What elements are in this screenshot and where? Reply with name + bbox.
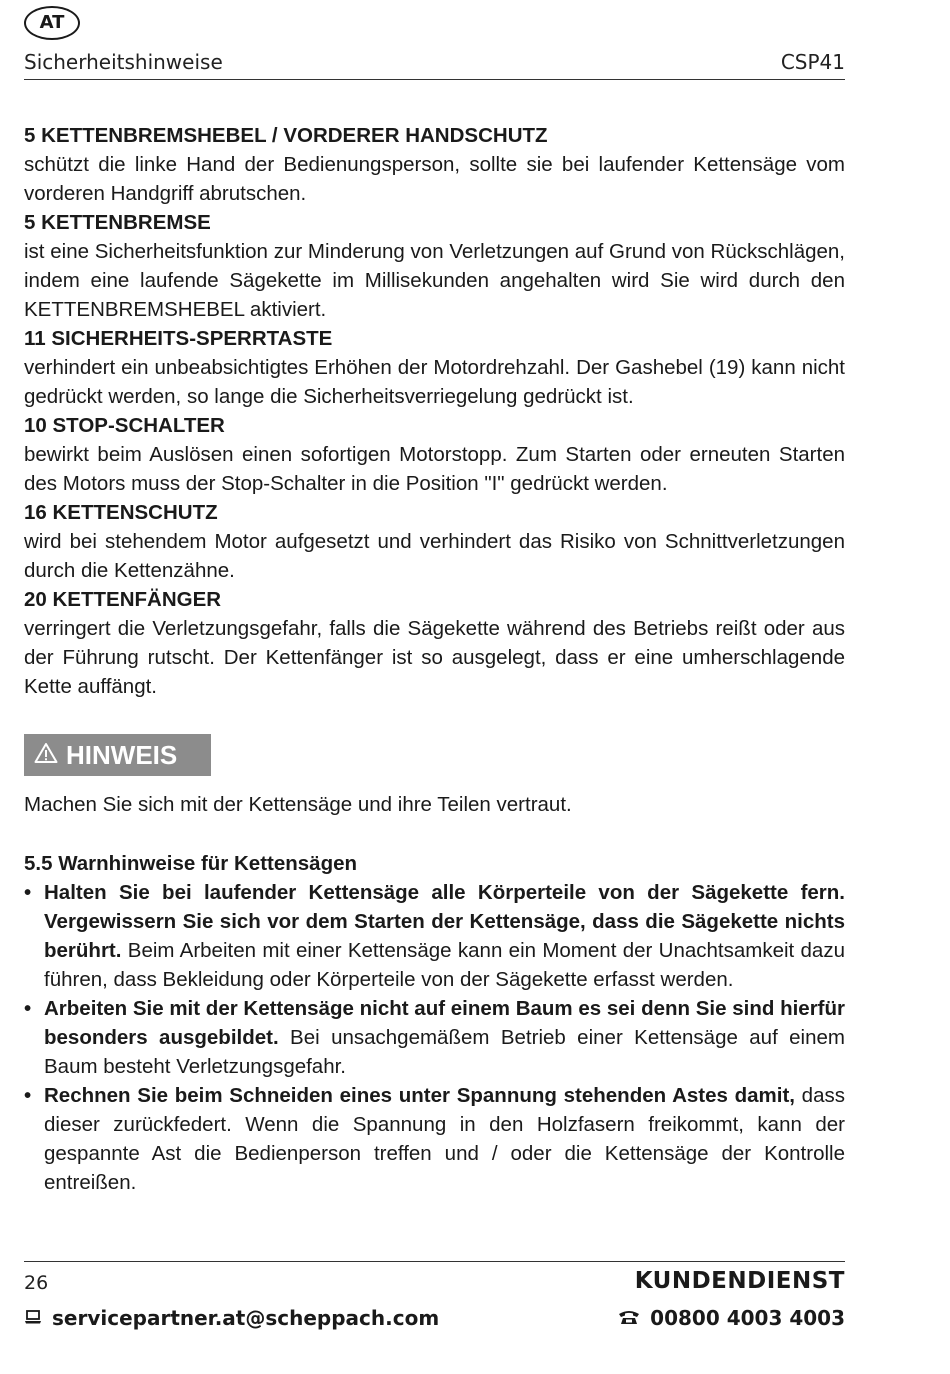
item-title: 5 KETTENBREMSE <box>24 211 211 234</box>
telephone-icon <box>618 1306 640 1330</box>
notice-text: Machen Sie sich mit der Kettensäge und ihre Teilen vertraut. <box>24 793 572 816</box>
phone-number[interactable]: 00800 4003 4003 <box>650 1306 845 1330</box>
bullet: • <box>24 997 32 1020</box>
item-title: 11 SICHERHEITS-SPERRTASTE <box>24 327 333 350</box>
item-title: 20 KETTENFÄNGER <box>24 588 222 611</box>
item-text: bewirkt beim Auslösen einen sofortigen Motorstopp. Zum Starten oder erneuten Starten des Motors muss der Stop-Schalter in die Position "I" gedrückt werden. <box>24 443 845 495</box>
main-content <box>24 121 845 1197</box>
item-text: verhindert ein unbeabsichtigtes Erhöhen der Motordrehzahl. Der Gashebel (19) kann nicht gedrückt werden, so lange die Sicherheitsverriegelung gedrückt ist. <box>24 356 845 408</box>
service-phone <box>618 1306 845 1330</box>
service-heading: KUNDENDIENST <box>634 1268 845 1294</box>
warning-emphasis: Arbeiten Sie mit der Kettensäge nicht auf einem Baum es sei denn Sie sind hierfür besonders ausgebildet. <box>44 997 845 1049</box>
item-title: 5 KETTENBREMSHEBEL / VORDERER HANDSCHUTZ <box>24 124 548 147</box>
item-title: 16 KETTENSCHUTZ <box>24 501 218 524</box>
warning-emphasis: Rechnen Sie beim Schneiden eines unter Spannung stehenden Astes damit, <box>44 1084 795 1107</box>
list-item <box>24 1081 845 1197</box>
header-divider <box>24 79 845 80</box>
notice-label: HINWEIS <box>66 740 178 770</box>
bullet: • <box>24 881 32 904</box>
item-text: verringert die Verletzungsgefahr, falls die Sägekette während des Betriebs reißt oder aus der Führung rutscht. Der Kettenfänger ist so ausgelegt, dass er eine umherschlagende Kette auffängt. <box>24 617 845 698</box>
list-item <box>24 994 845 1081</box>
warning-text: dass dieser zurückfedert. Wenn die Spannung in den Holzfasern freikommt, kann der gespannte Ast die Bedienperson treffen und / oder die Kettensäge der Kontrolle entreißen. <box>44 1084 845 1194</box>
warning-text: Bei unsachgemäßem Betrieb einer Kettensäge auf einem Baum besteht Verletzungsgefahr. <box>44 1026 845 1078</box>
service-email <box>24 1306 439 1330</box>
item-text: schützt die linke Hand der Bedienungsperson, sollte sie bei laufender Kettensäge vom vorderen Handgriff abrutschen. <box>24 153 845 205</box>
warning-emphasis: Halten Sie bei laufender Kettensäge alle Körperteile von der Sägekette fern. Vergewissern Sie sich vor dem Starten der Kettensäge, dass die Sägekette nichts berührt. <box>44 881 845 962</box>
page-number: 26 <box>24 1272 49 1294</box>
list-item <box>24 878 845 994</box>
warnings-heading: 5.5 Warnhinweise für Kettensägen <box>24 852 358 875</box>
item-text: wird bei stehendem Motor aufgesetzt und verhindert das Risiko von Schnittverletzungen durch die Kettenzähne. <box>24 530 845 582</box>
item-text: ist eine Sicherheitsfunktion zur Minderung von Verletzungen auf Grund von Rückschlägen, indem eine laufende Sägekette im Millisekunden angehalten wird Sie wird durch den KETTENBREMSHEBEL aktiviert. <box>24 240 845 321</box>
email-address[interactable]: servicepartner.at@scheppach.com <box>52 1306 440 1330</box>
warning-text: Beim Arbeiten mit einer Kettensäge kann ein Moment der Unachtsamkeit dazu führen, dass Bekleidung oder Körperteile von der Sägekette erfasst werden. <box>44 939 845 991</box>
bullet: • <box>24 1084 32 1107</box>
section-title: Sicherheitshinweise <box>24 50 223 74</box>
model-number: CSP41 <box>780 50 845 74</box>
warnings-list <box>24 878 845 1197</box>
footer-divider <box>24 1261 845 1262</box>
laptop-icon <box>24 1306 42 1330</box>
item-title: 10 STOP-SCHALTER <box>24 414 225 437</box>
notice-banner <box>24 734 211 776</box>
warning-triangle-icon <box>34 734 58 776</box>
country-badge: AT <box>24 6 80 40</box>
